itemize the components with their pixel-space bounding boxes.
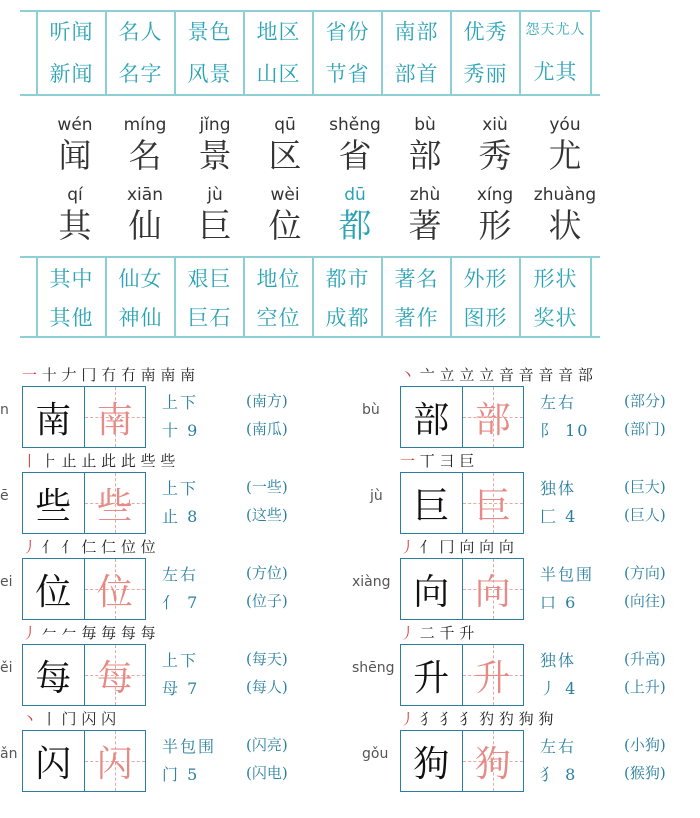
structure: 左右 [162,565,199,584]
entry-pinyin: jù [370,488,383,504]
stroke-sequence: 𠂉 𠂉 毎 毎 每 每 [37,624,156,642]
word-cell [521,10,590,94]
char-print [401,645,463,705]
example-word: (向往) [624,592,666,610]
character-item [40,184,110,246]
word: 部首 [394,62,439,86]
word: 名人 [118,20,163,44]
character-item [320,114,390,176]
pinyin: shěng [329,115,381,135]
stroke-order [22,536,156,557]
example-word: (每人) [246,678,288,696]
word: 省份 [325,20,370,44]
radical-strokes: 犭 8 [540,765,578,784]
char-trace [85,731,146,791]
structure: 左右 [540,737,577,756]
word: 景色 [187,20,232,44]
character-row-2 [40,184,600,246]
hanzi: 秀 [478,136,512,175]
word: 成都 [325,305,370,330]
stroke-order [400,708,553,729]
hanzi: 位 [268,206,302,245]
entry-pinyin: ǎn [0,746,18,762]
radical-strokes: 门 5 [162,765,200,784]
structure: 上下 [162,479,199,498]
hanzi: 巨 [198,206,232,245]
char-glyph: 每 [35,657,72,699]
word: 都市 [325,266,370,291]
radical-strokes: 口 6 [540,593,578,612]
char-glyph: 升 [413,657,450,699]
structure: 独体 [540,479,577,498]
structure: 半包围 [162,737,217,756]
example-word: (闪电) [246,764,288,782]
structure: 半包围 [540,565,595,584]
tian-grid [400,386,524,448]
char-glyph: 些 [35,485,72,527]
entry-pinyin: n [0,402,9,418]
radical-strokes: 丿 4 [540,679,578,698]
word: 著作 [394,305,439,330]
stroke-sequence: 亻 冂 向 向 向 [415,538,514,556]
example-word: (闪亮) [246,736,288,754]
stroke-order [22,450,175,471]
pinyin: wén [57,115,93,135]
example-word: (方向) [624,564,666,582]
char-glyph: 闪 [35,743,72,785]
character-item [180,184,250,246]
char-glyph: 向 [474,571,511,613]
stroke-order [400,536,514,557]
example-word: (这些) [246,506,288,524]
word: 巨石 [187,305,232,330]
word-cell [314,10,383,94]
stroke-sequence: ⺊ 止 止 此 此 些 些 [37,452,176,470]
example-word: (方位) [246,564,288,582]
character-item [460,184,530,246]
radical-strokes: 止 8 [162,507,200,526]
hanzi: 其 [58,206,92,245]
word: 尤其 [533,59,578,84]
char-glyph: 南 [35,399,72,441]
character-item [180,114,250,176]
char-print [23,559,85,619]
stroke-order [22,708,116,729]
hanzi: 景 [198,136,232,175]
stroke-entry [0,712,330,808]
stroke-sequence: 亻 亻 仁 仁 位 位 [37,538,156,556]
stroke-first: 丿 [400,624,416,642]
example-word: (巨大) [624,478,666,496]
hanzi: 闻 [58,136,92,175]
tian-grid [22,386,146,448]
word: 奖状 [533,305,578,330]
stroke-first: 丶 [22,710,38,728]
tian-grid [22,472,146,534]
char-trace [463,645,524,705]
word: 新闻 [49,62,94,86]
stroke-sequence: 亠 立 立 立 音 音 音 音 部 [415,366,593,384]
word-cell [107,258,176,336]
char-print [23,387,85,447]
word: 南部 [394,20,439,44]
char-glyph: 位 [35,571,72,613]
structure: 独体 [540,651,577,670]
example-word: (猴狗) [624,764,666,782]
word: 名字 [118,62,163,86]
word: 地位 [256,266,301,291]
word-cell [176,10,245,94]
entry-pinyin: ěi [0,660,13,676]
hanzi: 尤 [548,136,582,175]
char-glyph: 升 [474,657,511,699]
word-cell [521,258,590,336]
character-item [390,114,460,176]
word: 外形 [463,266,508,291]
pinyin: jǐng [199,115,231,135]
word-grid-top [36,10,592,94]
word: 节省 [325,62,370,86]
word-cell [176,258,245,336]
word-cell [38,10,107,94]
pinyin: dū [344,185,366,205]
hanzi: 著 [408,206,442,245]
stroke-first: 一 [22,366,38,384]
radical-strokes: 匚 4 [540,507,578,526]
top-grid-bottom-rule [20,94,600,96]
char-trace [463,559,524,619]
pinyin: zhuàng [533,185,597,205]
structure: 上下 [162,393,199,412]
hanzi: 省 [338,136,372,175]
word: 风景 [187,62,232,86]
character-item [530,184,600,246]
char-glyph: 位 [96,571,133,613]
char-trace [85,645,146,705]
word-cell [383,258,452,336]
pinyin: míng [123,115,167,135]
char-trace [463,473,524,533]
char-glyph: 闪 [96,743,133,785]
stroke-first: 丶 [400,366,416,384]
character-item [40,114,110,176]
example-word: (巨人) [624,506,666,524]
entry-pinyin: xiàng [352,574,391,590]
stroke-entry [362,710,700,808]
word-cell [245,10,314,94]
pinyin: wèi [270,185,300,205]
word-cell [38,258,107,336]
tian-grid [400,558,524,620]
character-item [320,184,390,246]
example-word: (南方) [246,392,288,410]
char-glyph: 部 [413,399,450,441]
radical-strokes: 十 9 [162,421,200,440]
radical-strokes: 母 7 [162,679,200,698]
char-trace [463,387,524,447]
hanzi: 部 [408,136,442,175]
example-word: (部门) [624,420,666,438]
example-word: (一些) [246,478,288,496]
word: 地区 [256,20,301,44]
example-word: (位子) [246,592,288,610]
character-item [110,184,180,246]
tian-grid [22,730,146,792]
stroke-sequence: 二 千 升 [415,624,475,642]
bottom-grid-bottom-rule [20,336,600,338]
entry-pinyin: ē [0,488,9,504]
word-cell [383,10,452,94]
stroke-sequence: 丨 门 闪 闪 [37,710,117,728]
stroke-first: 丿 [22,538,38,556]
char-glyph: 每 [96,657,133,699]
hanzi: 都 [338,206,372,245]
character-item [250,184,320,246]
word: 听闻 [49,20,94,44]
stroke-order [400,450,474,471]
tian-grid [22,644,146,706]
pinyin: zhù [409,185,441,205]
word: 著名 [394,266,439,291]
word: 艰巨 [187,266,232,291]
tian-grid [400,730,524,792]
word: 其他 [49,305,94,330]
hanzi: 状 [548,206,582,245]
char-print [401,731,463,791]
word: 其中 [49,266,94,291]
word-grid-bottom [36,258,592,336]
char-print [23,645,85,705]
character-item [250,114,320,176]
word-cell [452,10,521,94]
word: 图形 [463,305,508,330]
char-glyph: 狗 [413,743,450,785]
char-glyph: 南 [96,399,133,441]
example-word: (部分) [624,392,666,410]
char-trace [85,387,146,447]
structure: 上下 [162,651,199,670]
char-trace [85,473,146,533]
word: 怨天尤人 [525,21,586,38]
entry-pinyin: shēng [352,660,395,676]
hanzi: 形 [478,206,512,245]
word: 优秀 [463,20,508,44]
char-glyph: 部 [474,399,511,441]
char-print [23,473,85,533]
character-item [460,114,530,176]
stroke-sequence: 犭 犭 犭 犳 犳 狗 狗 [415,710,554,728]
hanzi: 仙 [128,206,162,245]
char-glyph: 向 [413,571,450,613]
char-glyph: 巨 [413,485,450,527]
word: 山区 [256,62,301,86]
pinyin: xíng [476,185,514,205]
tian-grid [22,558,146,620]
char-glyph: 些 [96,485,133,527]
word-cell [314,258,383,336]
character-item [390,184,460,246]
stroke-first: 一 [400,452,416,470]
word: 空位 [256,305,301,330]
tian-grid [400,644,524,706]
stroke-first: 丿 [400,538,416,556]
stroke-order [400,622,474,643]
pinyin: yóu [549,115,581,135]
pinyin: qū [274,115,296,135]
stroke-first: 丿 [22,624,38,642]
entry-pinyin: bù [362,402,380,418]
stroke-sequence: 丅 彐 巨 [415,452,475,470]
pinyin: qí [67,185,83,205]
example-word: (升高) [624,650,666,668]
word: 秀丽 [463,62,508,86]
char-print [401,559,463,619]
entry-pinyin: gǒu [362,746,389,762]
radical-strokes: 亻 7 [162,593,200,612]
word-cell [452,258,521,336]
word: 神仙 [118,305,163,330]
stroke-first: 丨 [22,452,38,470]
pinyin: xiān [127,185,163,205]
char-print [401,387,463,447]
word-cell [245,258,314,336]
stroke-order [22,622,156,643]
character-item [530,114,600,176]
word: 形状 [533,266,578,291]
stroke-sequence: 十 𠂇 冂 冇 冇 南 南 南 [37,366,196,384]
character-item [110,114,180,176]
word-cell [107,10,176,94]
example-word: (小狗) [624,736,666,754]
pinyin: bù [414,115,436,135]
pinyin: xiù [482,115,508,135]
structure: 左右 [540,393,577,412]
example-word: (南瓜) [246,420,288,438]
char-print [401,473,463,533]
char-trace [463,731,524,791]
word: 仙女 [118,266,163,291]
char-trace [85,559,146,619]
example-word: (上升) [624,678,666,696]
char-print [23,731,85,791]
example-word: (每天) [246,650,288,668]
character-row-1 [40,114,600,176]
tian-grid [400,472,524,534]
char-glyph: 狗 [474,743,511,785]
char-glyph: 巨 [474,485,511,527]
stroke-first: 丿 [400,710,416,728]
stroke-order [22,364,195,385]
hanzi: 区 [268,136,302,175]
radical-strokes: 阝 10 [540,421,590,440]
pinyin: jù [207,185,223,205]
hanzi: 名 [128,136,162,175]
stroke-order [400,364,593,385]
entry-pinyin: ei [0,574,13,590]
